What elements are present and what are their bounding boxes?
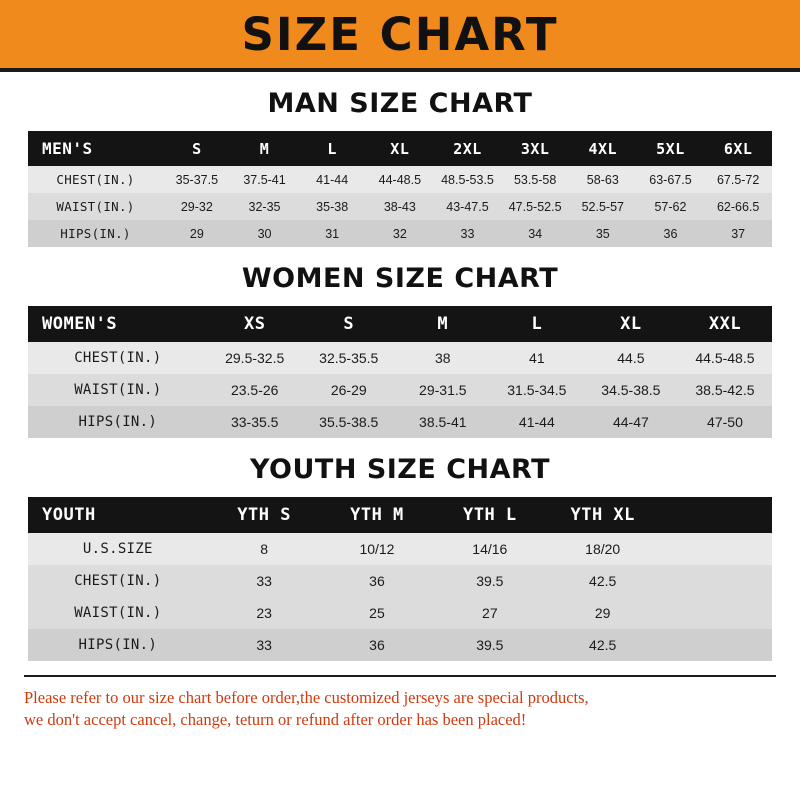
section-title-youth: YOUTH SIZE CHART [249,454,551,485]
header-cell: YOUTH [42,505,96,525]
table-cell: 23 [256,605,272,621]
table-header-row [28,306,772,342]
table-cell: 41-44 [518,414,555,430]
table-cell: 44-48.5 [378,172,422,187]
table-row [28,374,772,406]
table-cell: 44.5 [617,350,645,366]
table-cell: 38.5-42.5 [695,382,755,398]
table-cell: 41-44 [316,172,349,187]
header-cell: 4XL [588,139,618,158]
header-cell: XS [243,314,266,334]
row-label: U.S.SIZE [82,541,153,557]
table-cell-empty [659,533,772,565]
table-cell: 38-43 [383,199,416,214]
table-row [28,533,772,565]
section-title-man: MAN SIZE CHART [267,88,533,119]
table-cell: 23.5-26 [230,382,279,398]
table-cell: 42.5 [589,637,617,653]
table-cell: 29.5-32.5 [225,350,285,366]
table-row [28,193,772,220]
table-cell: 52.5-57 [581,199,624,214]
table-cell: 53.5-58 [513,172,557,187]
section-youth [0,454,800,661]
header-cell: YTH M [350,505,404,525]
header-cell: YTH XL [570,505,635,525]
table-cell: 36 [369,637,385,653]
table-row [28,406,772,438]
header-cell: XXL [708,314,742,334]
section-women [0,263,800,438]
row-label: HIPS(IN.) [78,414,158,430]
table-cell: 35.5-38.5 [319,414,379,430]
table-row [28,597,772,629]
table-cell: 27 [482,605,498,621]
header-cell: S [343,314,355,334]
table-cell: 34.5-38.5 [601,382,661,398]
table-cell: 32-35 [248,199,281,214]
table-cell: 67.5-72 [716,172,760,187]
header-cell: 3XL [520,139,550,158]
table-cell: 47-50 [707,414,743,430]
header-cell: XL [390,139,410,158]
row-label: WAIST(IN.) [74,605,162,621]
table-cell: 31 [325,226,340,241]
table-row [28,565,772,597]
header-cell: L [531,314,543,334]
table-cell: 10/12 [359,541,395,557]
table-row [28,629,772,661]
footer-line-1: Please refer to our size chart before order,the customized jerseys are special products, [24,688,589,707]
table-cell: 42.5 [589,573,617,589]
table-row [28,342,772,374]
row-label: HIPS(IN.) [78,637,158,653]
table-cell: 47.5-52.5 [508,199,562,214]
header-cell: YTH S [237,505,291,525]
header-cell: M [259,139,270,158]
table-cell: 44-47 [612,414,649,430]
table-cell: 33-35.5 [230,414,279,430]
table-cell: 32.5-35.5 [319,350,379,366]
table-cell: 8 [260,541,268,557]
table-cell: 35 [595,226,610,241]
header-cell-empty [659,497,772,533]
table-cell-empty [659,565,772,597]
table-cell-empty [659,629,772,661]
header-cell: M [437,314,449,334]
table-cell: 41 [529,350,545,366]
table-cell: 26-29 [330,382,367,398]
table-row [28,166,772,193]
section-man [0,88,800,247]
table-cell: 62-66.5 [716,199,760,214]
table-cell: 37 [731,226,746,241]
header-cell: S [192,139,202,158]
table-cell: 18/20 [585,541,621,557]
header-cell: YTH L [462,505,517,525]
table-cell: 48.5-53.5 [441,172,494,187]
table-cell: 36 [369,573,385,589]
table-women [28,306,772,438]
table-cell: 29 [189,226,204,241]
table-cell: 33 [256,573,272,589]
header-cell: 5XL [656,139,685,158]
row-label: CHEST(IN.) [74,573,162,589]
row-label: HIPS(IN.) [60,226,131,241]
table-man [28,131,772,247]
table-cell: 30 [257,226,272,241]
table-cell: 14/16 [472,541,508,557]
header-cell: MEN'S [42,139,93,158]
banner [0,0,800,72]
table-cell: 31.5-34.5 [507,382,567,398]
table-cell: 32 [392,226,407,241]
table-cell: 43-47.5 [446,199,489,214]
table-row [28,220,772,247]
row-label: WAIST(IN.) [74,382,162,398]
table-cell: 37.5-41 [243,172,286,187]
table-cell: 33 [460,226,475,241]
header-cell: XL [620,314,642,334]
table-header-row [28,497,772,533]
footer-line-2: we don't accept cancel, change, teturn or refund after order has been placed! [24,710,527,730]
table-cell: 38 [435,350,451,366]
table-cell: 58-63 [586,172,619,187]
table-cell: 39.5 [476,573,504,589]
table-cell: 35-38 [316,199,349,214]
header-cell: WOMEN'S [42,314,118,334]
header-cell: L [327,139,337,158]
table-youth [28,497,772,661]
footer-note [24,675,776,732]
table-cell: 29-31.5 [419,382,467,398]
header-cell: 2XL [453,139,482,158]
header-cell: 6XL [723,139,753,158]
table-header-row [28,131,772,166]
table-cell: 39.5 [476,637,504,653]
page-title: SIZE CHART [241,7,559,61]
table-cell: 34 [528,226,543,241]
table-cell: 33 [256,637,272,653]
row-label: CHEST(IN.) [56,172,135,187]
table-cell: 25 [369,605,385,621]
table-cell: 29 [594,605,611,621]
table-cell: 38.5-41 [419,414,467,430]
section-title-women: WOMEN SIZE CHART [241,263,559,294]
table-cell: 35-37.5 [175,172,219,187]
row-label: WAIST(IN.) [56,199,135,214]
table-cell: 63-67.5 [649,172,692,187]
table-cell: 44.5-48.5 [695,350,755,366]
table-cell-empty [659,597,772,629]
table-cell: 29-32 [180,199,213,214]
table-cell: 57-62 [654,199,687,214]
row-label: CHEST(IN.) [74,350,162,366]
table-cell: 36 [663,226,678,241]
